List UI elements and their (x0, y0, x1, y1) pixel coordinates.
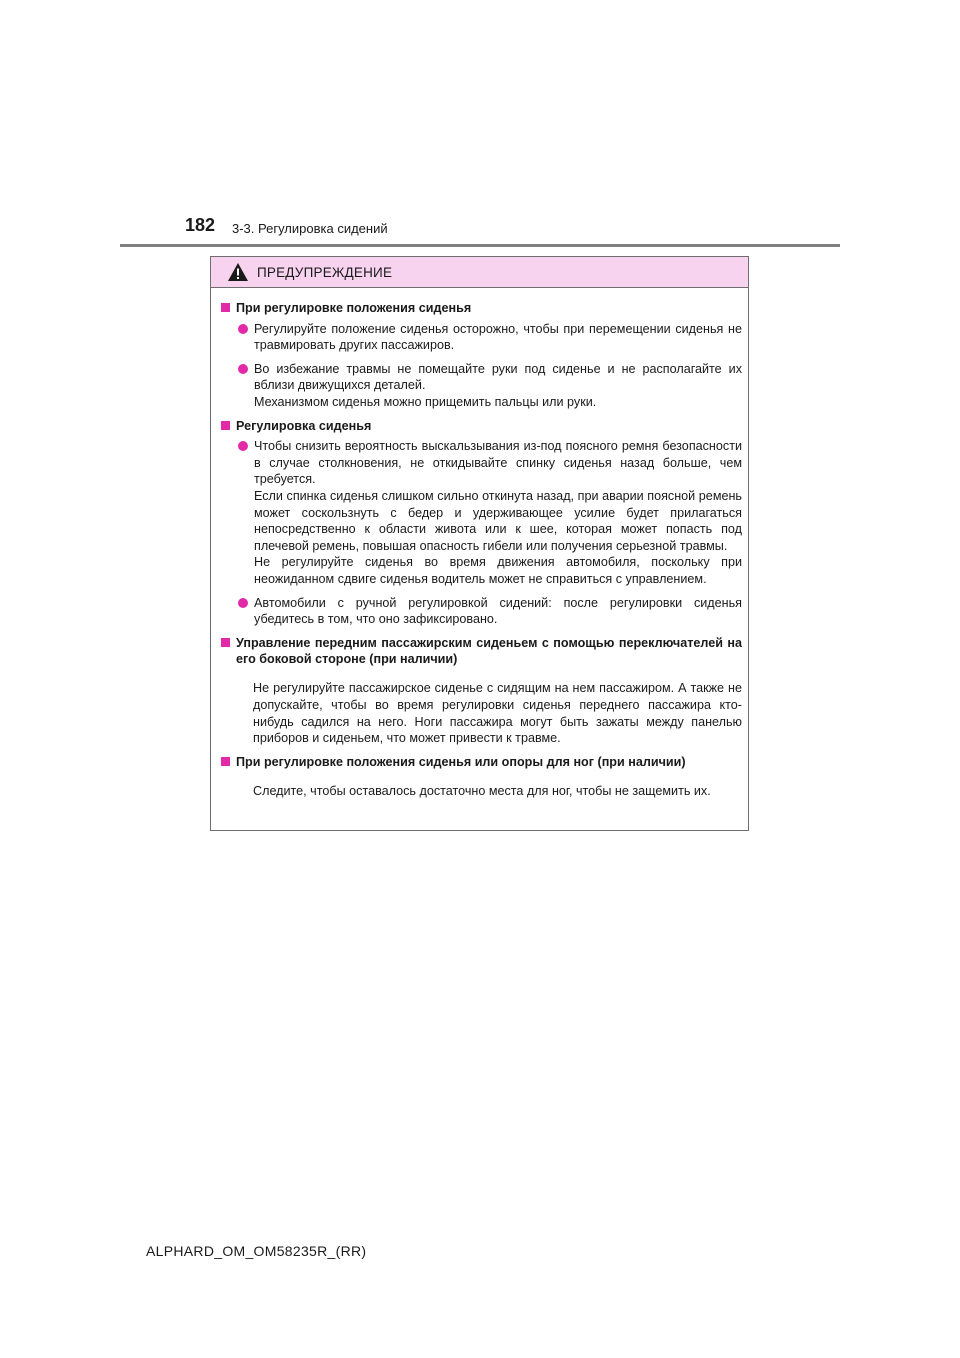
bullet-paragraph: Чтобы снизить вероятность выскальзывания из-под поясного ремня безопасности в случае столкновения, не откидывайте спинку сиденья назад больше, чем требуется. (254, 439, 742, 487)
round-bullet-icon (238, 441, 248, 451)
warning-section (221, 418, 742, 628)
warning-triangle-icon (227, 262, 249, 282)
section-heading: При регулировке положения сиденья (221, 300, 742, 317)
section-heading: При регулировке положения сиденья или опоры для ног (при наличии) (221, 754, 742, 771)
section-title: 3-3. Регулировка сидений (232, 221, 388, 236)
document-code: ALPHARD_OM_OM58235R_(RR) (146, 1243, 367, 1259)
round-bullet-icon (238, 364, 248, 374)
bullet-paragraph: Регулируйте положение сиденья осторожно, чтобы при перемещении сиденья не травмировать других пассажиров. (254, 321, 742, 353)
warning-box (210, 256, 749, 831)
bullet-item (238, 595, 742, 628)
square-bullet-icon (221, 421, 230, 430)
bullet-item (238, 321, 742, 354)
round-bullet-icon (238, 598, 248, 608)
warning-section (221, 754, 742, 800)
square-bullet-icon (221, 303, 230, 312)
bullet-paragraph: Не регулируйте сиденья во время движения автомобиля, поскольку при неожиданном сдвиге сиденья водитель может не справиться с управлением. (254, 555, 742, 586)
warning-section (221, 635, 742, 747)
bullet-item (238, 361, 742, 411)
warning-header (211, 257, 748, 288)
section-heading: Регулировка сиденья (221, 418, 742, 435)
bullet-paragraph: Автомобили с ручной регулировкой сидений: после регулировки сиденья убедитесь в том, что оно зафиксировано. (254, 595, 742, 627)
section-paragraph: Не регулируйте пассажирское сиденье с сидящим на нем пассажиром. А также не допускайте, чтобы во время регулировки сиденья переднего пассажира кто-нибудь садился на него. Ноги пассажира могут быть зажаты между панелью приборов и сиденьем, что может привести к травме. (253, 681, 742, 746)
warning-body (211, 288, 748, 800)
square-bullet-icon (221, 757, 230, 766)
section-heading: Управление передним пассажирским сиденьем с помощью переключателей на его боковой стороне (при наличии) (221, 635, 742, 668)
round-bullet-icon (238, 324, 248, 334)
warning-title: ПРЕДУПРЕЖДЕНИЕ (257, 264, 393, 280)
warning-section (221, 300, 742, 411)
bullet-paragraph: Во избежание травмы не помещайте руки под сиденье и не располагайте их вблизи движущихся деталей. (254, 361, 742, 393)
page-number: 182 (185, 215, 216, 235)
bullet-paragraph: Если спинка сиденья слишком сильно откинута назад, при аварии поясной ремень может соскользнуть с бедер и удерживающее усилие будет прилагаться непосредственно к области живота или к шее, которая может попасть под плечевой ремень, повышая опасность гибели или получения серьезной травмы. (254, 488, 742, 553)
square-bullet-icon (221, 638, 230, 647)
section-paragraph: Следите, чтобы оставалось достаточно места для ног, чтобы не защемить их. (253, 784, 711, 799)
header-divider (120, 244, 840, 247)
bullet-paragraph: Механизмом сиденья можно прищемить пальцы или руки. (254, 394, 597, 409)
bullet-item (238, 438, 742, 587)
